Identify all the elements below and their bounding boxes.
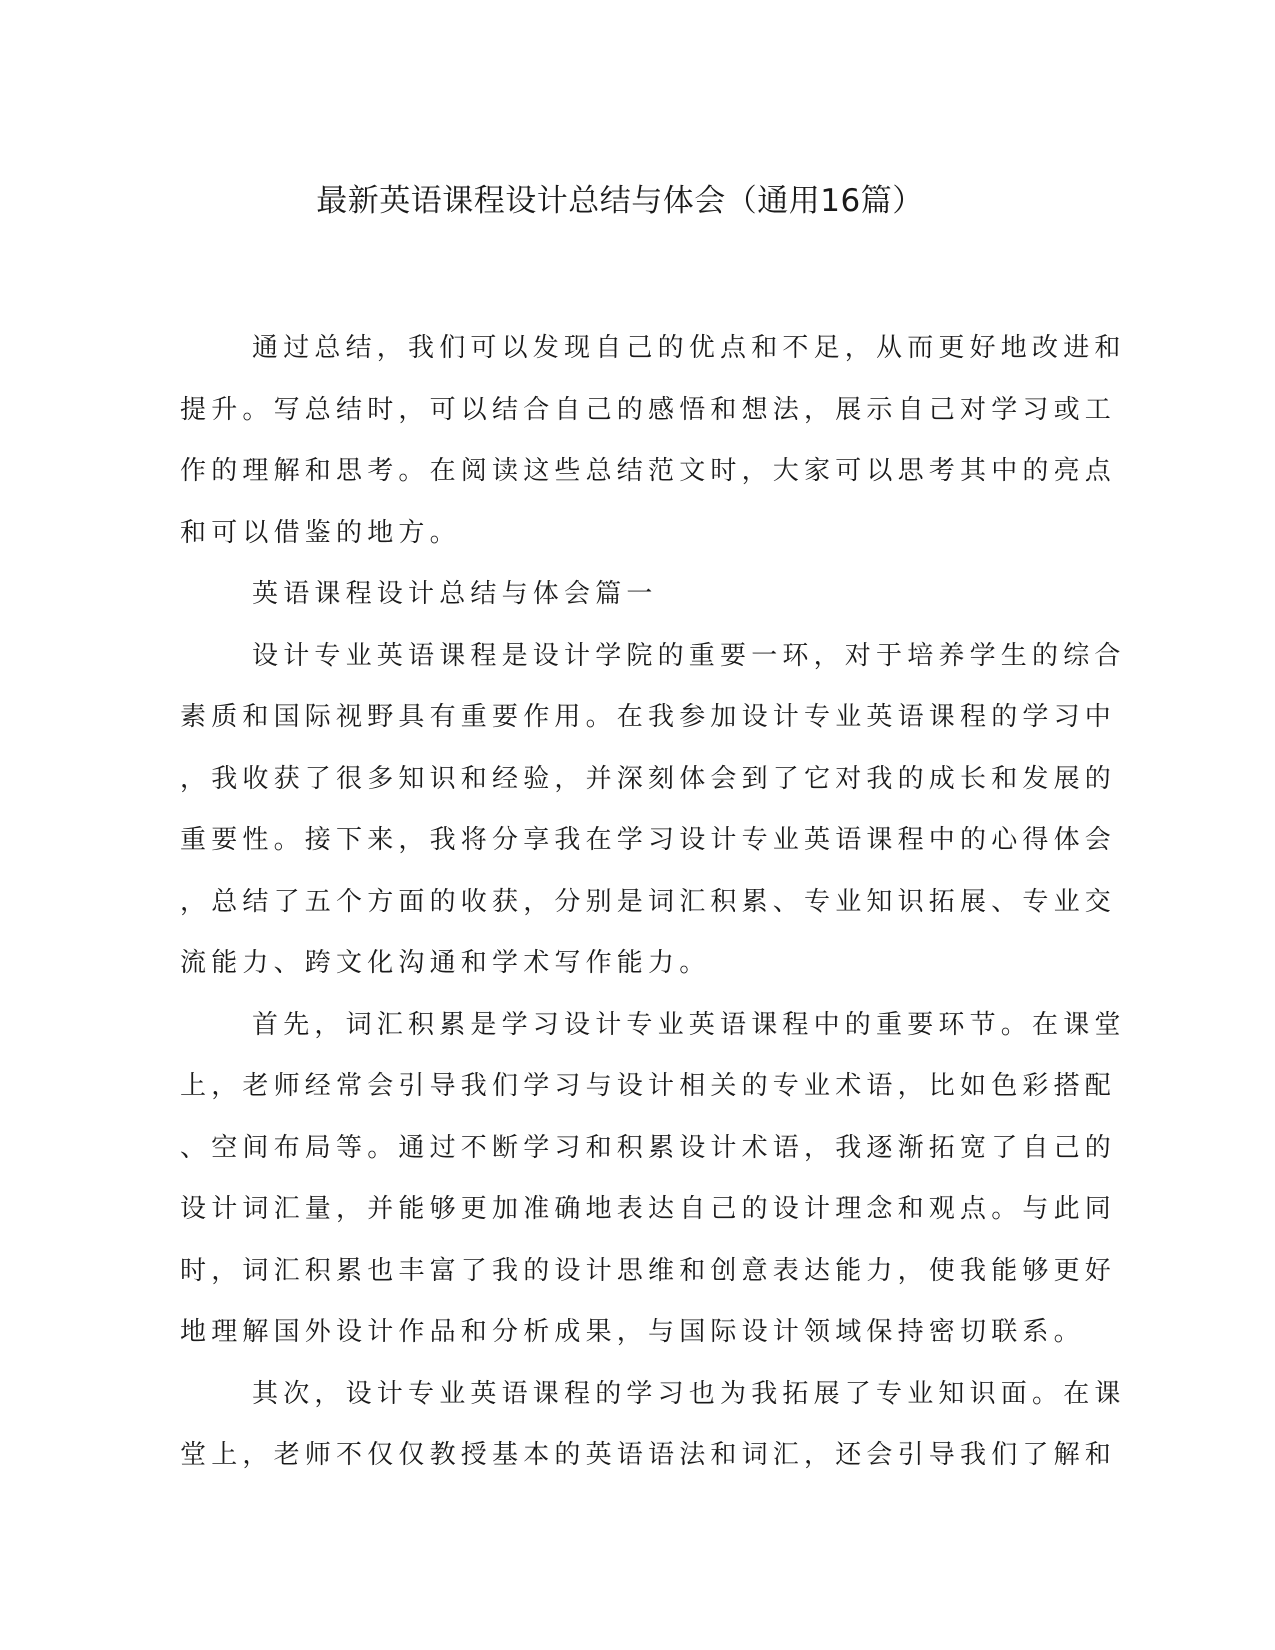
text-line: ，我收获了很多知识和经验，并深刻体会到了它对我的成长和发展的	[180, 763, 1117, 794]
text-line: 、空间布局等。通过不断学习和积累设计术语，我逐渐拓宽了自己的	[180, 1132, 1117, 1163]
text-line: 首先，词汇积累是学习设计专业英语课程中的重要环节。在课堂	[252, 1009, 1126, 1040]
document-title: 最新英语课程设计总结与体会（通用16篇）	[316, 183, 924, 219]
text-line: ，总结了五个方面的收获，分别是词汇积累、专业知识拓展、专业交	[180, 886, 1117, 917]
text-line: 英语课程设计总结与体会篇一	[252, 579, 658, 609]
text-line: 堂上，老师不仅仅教授基本的英语语法和词汇，还会引导我们了解和	[180, 1440, 1117, 1470]
document-body	[180, 318, 1126, 1487]
text-line: 上，老师经常会引导我们学习与设计相关的专业术语，比如色彩搭配	[180, 1071, 1117, 1101]
text-line: 设计专业英语课程是设计学院的重要一环，对于培养学生的综合	[252, 640, 1126, 671]
text-line: 其次，设计专业英语课程的学习也为我拓展了专业知识面。在课	[252, 1378, 1126, 1409]
text-line: 设计词汇量，并能够更加准确地表达自己的设计理念和观点。与此同	[180, 1194, 1117, 1224]
text-line: 重要性。接下来，我将分享我在学习设计专业英语课程中的心得体会	[180, 825, 1117, 855]
text-line: 地理解国外设计作品和分析成果，与国际设计领域保持密切联系。	[180, 1317, 1085, 1347]
text-line: 素质和国际视野具有重要作用。在我参加设计专业英语课程的学习中	[180, 702, 1117, 732]
text-line: 提升。写总结时，可以结合自己的感悟和想法，展示自己对学习或工	[180, 394, 1117, 425]
text-line: 流能力、跨文化沟通和学术写作能力。	[180, 948, 711, 978]
text-line: 时，词汇积累也丰富了我的设计思维和创意表达能力，使我能够更好	[180, 1255, 1117, 1286]
text-line: 和可以借鉴的地方。	[180, 517, 461, 548]
text-line: 通过总结，我们可以发现自己的优点和不足，从而更好地改进和	[252, 333, 1126, 363]
text-line: 作的理解和思考。在阅读这些总结范文时，大家可以思考其中的亮点	[180, 456, 1117, 486]
